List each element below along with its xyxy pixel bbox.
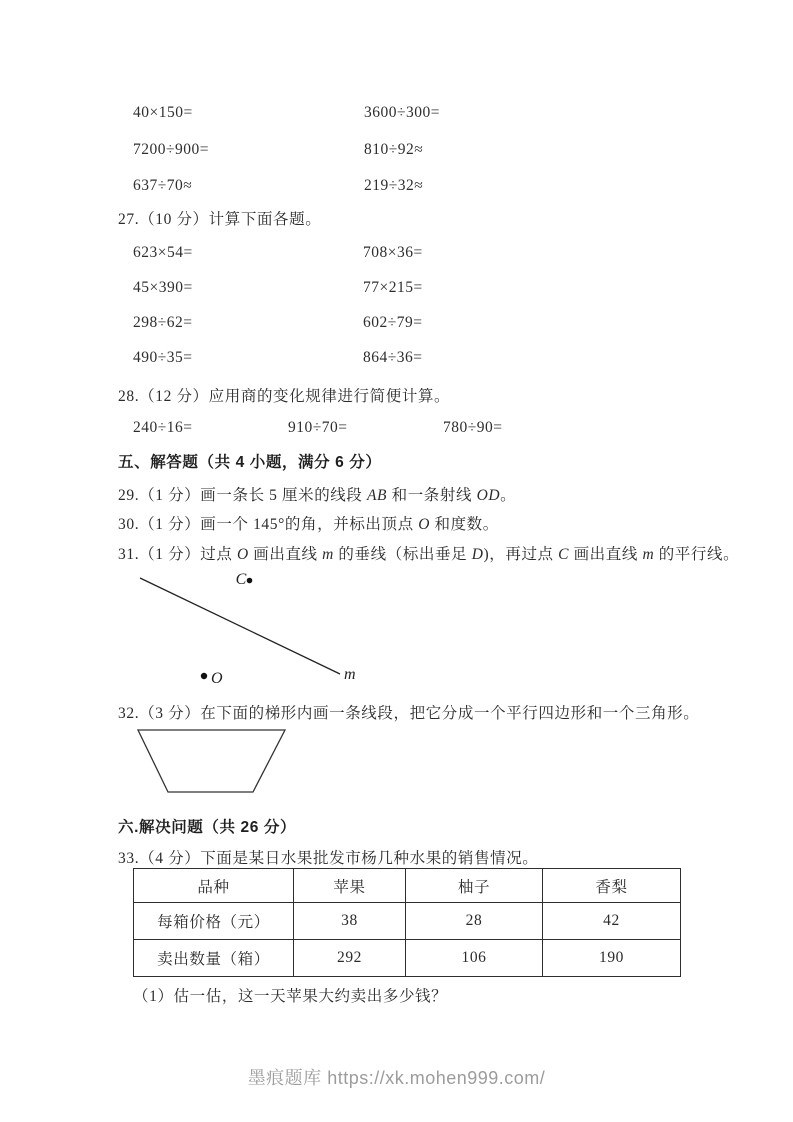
table-header-row <box>134 869 681 903</box>
equation: 7200÷900= <box>133 141 209 158</box>
question-31-text: 31.（1 分）过点 O 画出直线 m 的垂线（标出垂足 D)，再过点 C 画出直线 m 的平行线。 <box>118 546 740 563</box>
table-cell: 每箱价格（元） <box>134 903 294 940</box>
equation: 490÷35= <box>133 349 193 366</box>
equation: 623×54= <box>133 244 193 261</box>
equation: 3600÷300= <box>364 104 440 121</box>
line-m-label: m <box>344 666 356 683</box>
fruit-sales-table <box>133 868 681 977</box>
table-cell: 42 <box>543 903 681 940</box>
section-6-heading: 六.解决问题（共 26 分） <box>118 819 297 836</box>
table-header-cell: 柚子 <box>406 869 543 903</box>
equation: 219÷32≈ <box>364 177 424 194</box>
table-cell: 28 <box>406 903 543 940</box>
equation: 708×36= <box>363 244 423 261</box>
table-row-price <box>134 903 681 940</box>
table-cell: 38 <box>294 903 406 940</box>
question-30-text: 30.（1 分）画一个 145°的角，并标出顶点 O 和度数。 <box>118 516 499 533</box>
line-m <box>140 578 340 674</box>
table-row-quantity <box>134 940 681 977</box>
table-cell: 106 <box>406 940 543 977</box>
table-cell: 卖出数量（箱） <box>134 940 294 977</box>
question-32-heading: 32.（3 分）在下面的梯形内画一条线段，把它分成一个平行四边形和一个三角形。 <box>118 705 700 722</box>
equation: 810÷92≈ <box>364 141 424 158</box>
table-header-cell: 香梨 <box>543 869 681 903</box>
equation: 45×390= <box>133 279 193 296</box>
section-5-heading: 五、解答题（共 4 小题，满分 6 分） <box>118 454 382 471</box>
question-28-heading: 28.（12 分）应用商的变化规律进行简便计算。 <box>118 388 451 405</box>
table-cell: 190 <box>543 940 681 977</box>
equation: 864÷36= <box>363 349 423 366</box>
equation: 910÷70= <box>288 419 348 436</box>
point-o-dot <box>201 673 207 679</box>
question-27-heading: 27.（10 分）计算下面各题。 <box>118 211 322 228</box>
equation: 40×150= <box>133 104 193 121</box>
point-c-label: C <box>235 571 247 588</box>
equation: 602÷79= <box>363 314 423 331</box>
trapezoid-shape <box>138 730 285 792</box>
equation: 298÷62= <box>133 314 193 331</box>
footer-text: 墨痕题库 https://xk.mohen999.com/ <box>247 1068 546 1088</box>
question-31-diagram <box>120 560 380 690</box>
point-c-dot <box>247 578 253 584</box>
table-cell: 292 <box>294 940 406 977</box>
table-header-cell: 苹果 <box>294 869 406 903</box>
question-29-text: 29.（1 分）画一条长 5 厘米的线段 AB 和一条射线 OD。 <box>118 487 517 504</box>
equation: 77×215= <box>363 279 423 296</box>
equation: 780÷90= <box>443 419 503 436</box>
table-header-cell: 品种 <box>134 869 294 903</box>
question-32-trapezoid <box>130 722 300 802</box>
equation: 637÷70≈ <box>133 177 193 194</box>
question-33-sub1-text: （1）估一估，这一天苹果大约卖出多少钱？ <box>133 988 448 1005</box>
equation: 240÷16= <box>133 419 193 436</box>
point-o-label: O <box>211 670 223 687</box>
question-33-heading: 33.（4 分）下面是某日水果批发市杨几种水果的销售情况。 <box>118 850 539 867</box>
